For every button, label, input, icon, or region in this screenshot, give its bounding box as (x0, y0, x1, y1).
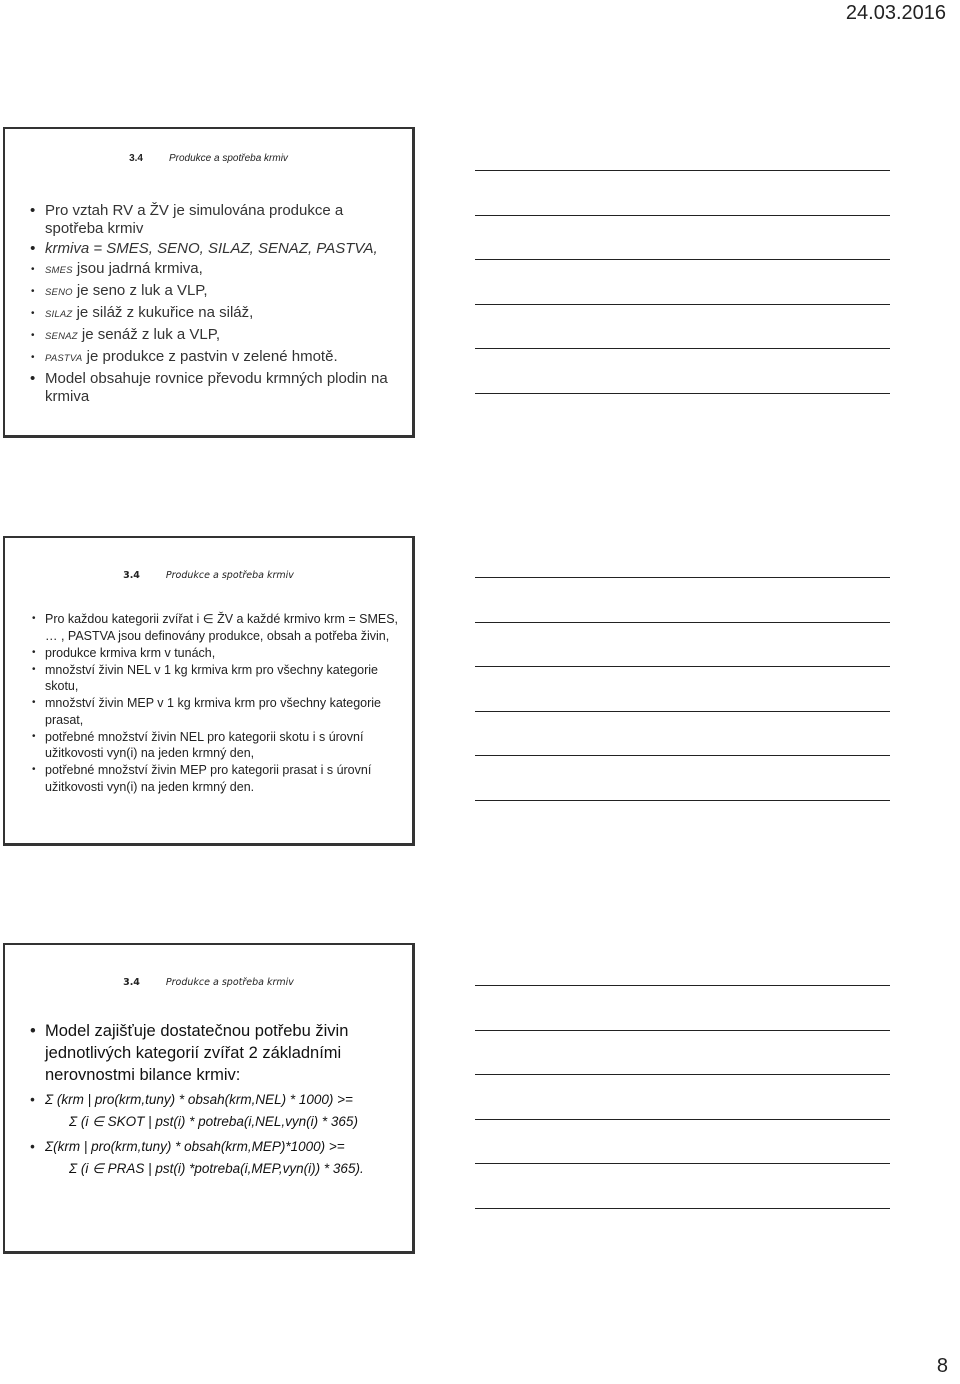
formula-line: Σ(krm | pro(krm,tuny) * obsah(krm,MEP)*1000) >= (45, 1139, 345, 1154)
list-item (45, 304, 405, 324)
list-item: • množství živin NEL v 1 kg krmiva krm pro všechny kategorie skotu, (45, 662, 405, 695)
feed-code: SMES (45, 265, 73, 276)
note-line (475, 985, 890, 986)
slide-title-text: Produkce a spotřeba krmiv (165, 570, 294, 581)
slide-title-text: Produkce a spotřeba krmiv (165, 977, 294, 988)
list-item (45, 326, 405, 346)
note-line (475, 348, 890, 349)
note-line (475, 666, 890, 667)
note-line (475, 1119, 890, 1120)
slide-1 (3, 127, 415, 438)
formula-line: Σ (i ∈ PRAS | pst(i) *potreba(i,MEP,vyn(i)) * 365). (69, 1161, 364, 1176)
bullet-list (45, 202, 405, 408)
note-line (475, 393, 890, 394)
header-date: 24.03.2016 (845, 2, 946, 24)
list-item: • potřebné množství živin NEL pro kategorii skotu i s úrovní užitkovosti vyn(i) na jeden krmný den, (45, 729, 405, 762)
list-item: • produkce krmiva krm v tunách, (45, 645, 405, 662)
list-item (45, 260, 405, 280)
note-line (475, 1163, 890, 1164)
note-line (475, 577, 890, 578)
bullet-text: krmiva = SMES, SENO, SILAZ, SENAZ, PASTVA, (45, 240, 378, 257)
feed-code: SILAZ (45, 309, 73, 320)
feed-code: PASTVA (45, 353, 83, 364)
formula-line: Σ (i ∈ SKOT | pst(i) * potreba(i,NEL,vyn(i) * 365) (69, 1114, 358, 1129)
page-number: 8 (936, 1355, 948, 1377)
bullet-text: Model zajišťuje dostatečnou potřebu živin jednotlivých kategorií zvířat 2 základními nerovnostmi bilance krmiv: (45, 1022, 349, 1084)
note-line (475, 800, 890, 801)
slide-3 (3, 943, 415, 1254)
slide-title-number: 3.4 (129, 153, 143, 164)
bullet-text: je produkce z pastvin v zelené hmotě. (82, 348, 338, 365)
note-line (475, 711, 890, 712)
bullet-list (45, 611, 405, 796)
note-line (475, 170, 890, 171)
slide-title-number: 3.4 (123, 977, 140, 988)
slide-title (5, 153, 412, 164)
formula-line: Σ (krm | pro(krm,tuny) * obsah(krm,NEL) * 1000) >= (45, 1092, 353, 1107)
note-line (475, 1074, 890, 1075)
bullet-text: jsou jadrná krmiva, (72, 260, 203, 277)
bullet-text: Model obsahuje rovnice převodu krmných plodin na krmiva (45, 370, 388, 405)
formula-item (45, 1136, 410, 1180)
formula-item (45, 1089, 410, 1133)
slide-title (5, 977, 412, 988)
list-item: • množství živin MEP v 1 kg krmiva krm pro všechny kategorie prasat, (45, 695, 405, 728)
list-item (45, 282, 405, 302)
note-line (475, 304, 890, 305)
slide-title-number: 3.4 (123, 570, 140, 581)
list-item: • potřebné množství živin MEP pro kategorii prasat i s úrovní užitkovosti vyn(i) na jeden krmný den. (45, 762, 405, 795)
feed-code: SENAZ (45, 331, 78, 342)
list-item (45, 1020, 410, 1086)
bullet-list (45, 1020, 410, 1183)
note-line (475, 1208, 890, 1209)
list-item: • Pro každou kategorii zvířat i ∈ ŽV a každé krmivo krm = SMES, … , PASTVA jsou definovány produkce, obsah a potřeba živin, (45, 611, 405, 644)
slide-2 (3, 536, 415, 846)
bullet-text: je senáž z luk a VLP, (77, 326, 220, 343)
note-line (475, 259, 890, 260)
list-item (45, 240, 405, 258)
note-line (475, 1030, 890, 1031)
note-line (475, 215, 890, 216)
feed-code: SENO (45, 287, 73, 298)
list-item (45, 370, 405, 406)
bullet-text: Pro vztah RV a ŽV je simulována produkce a spotřeba krmiv (45, 202, 344, 237)
bullet-text: je seno z luk a VLP, (72, 282, 208, 299)
note-line (475, 755, 890, 756)
bullet-text: je siláž z kukuřice na siláž, (72, 304, 254, 321)
list-item (45, 202, 405, 238)
note-line (475, 622, 890, 623)
list-item (45, 348, 405, 368)
slide-title (5, 570, 412, 581)
slide-title-text: Produkce a spotřeba krmiv (168, 153, 288, 164)
